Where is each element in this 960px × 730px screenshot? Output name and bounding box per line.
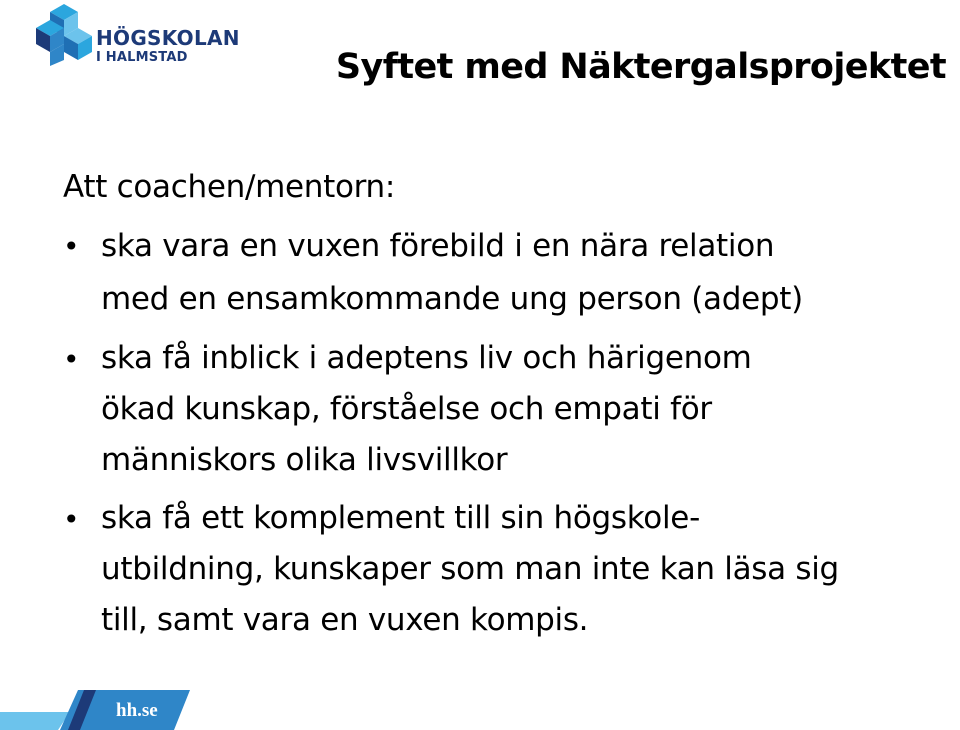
slide-title: Syftet med Näktergalsprojektet: [335, 47, 946, 87]
logo-name: HÖGSKOLAN: [96, 26, 240, 50]
bullet-line: ska vara en vuxen förebild i en nära relation: [101, 228, 775, 264]
bullet-line: ska få inblick i adeptens liv och härigenom: [101, 340, 752, 376]
bullet-line: utbildning, kunskaper som man inte kan läsa sig: [101, 551, 839, 587]
bullet-item: [63, 493, 839, 646]
cubes-logo-icon: [30, 2, 94, 68]
bullet-line: ska få ett komplement till sin högskole-: [101, 500, 700, 536]
bullet-item: [63, 220, 839, 326]
bullet-line: till, samt vara en vuxen kompis.: [101, 602, 589, 638]
bullet-item: [63, 333, 839, 486]
footer-band: [0, 690, 190, 730]
bullet-list: [63, 220, 839, 646]
bullet-icon: •: [63, 230, 80, 263]
logo-subtitle: I HALMSTAD: [96, 50, 188, 65]
bullet-icon: •: [63, 503, 80, 536]
bullet-line: med en ensamkommande ung person (adept): [101, 281, 803, 317]
bullet-line: människors olika livsvillkor: [101, 442, 508, 478]
footer-url: hh.se: [116, 700, 158, 721]
bullet-icon: •: [63, 343, 80, 376]
bullet-line: ökad kunskap, förståelse och empati för: [101, 391, 712, 427]
hogskolan-logo: [30, 2, 250, 72]
intro-text: Att coachen/mentorn:: [63, 169, 396, 205]
